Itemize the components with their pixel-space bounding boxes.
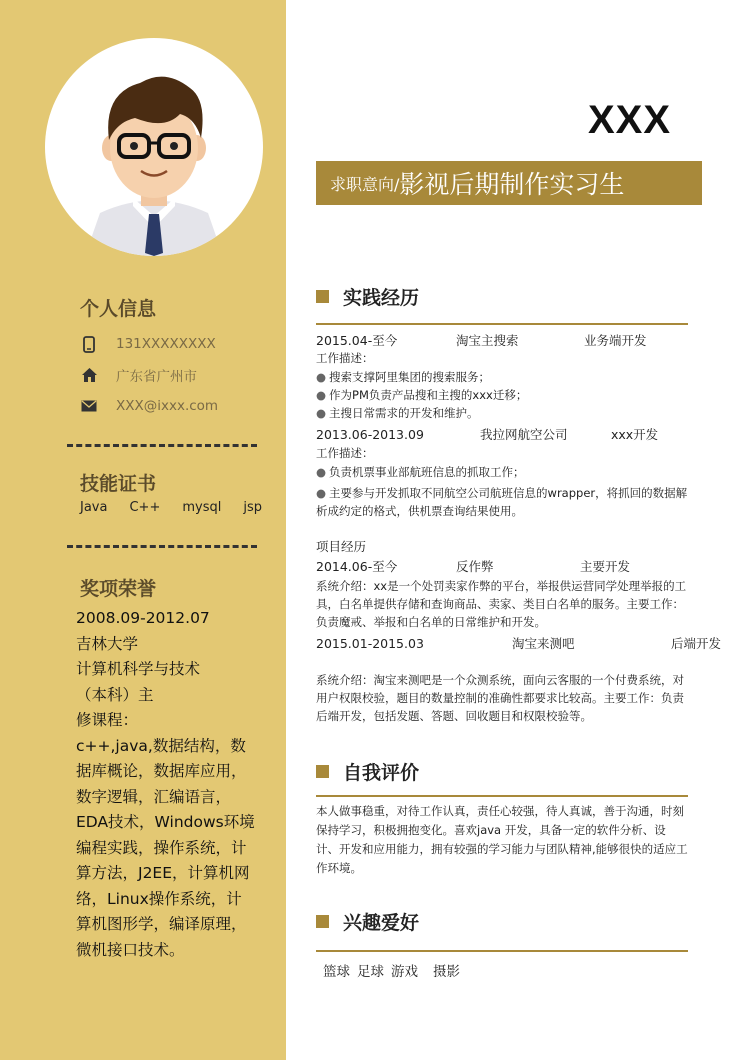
project-role: 主要开发 [579, 559, 630, 574]
person-avatar-icon [45, 38, 263, 256]
project-role: 后端开发 [670, 636, 721, 651]
section-rule [316, 323, 688, 325]
address-text: 广东省广州市 [116, 369, 197, 385]
phone-text: 131XXXXXXXX [116, 336, 216, 352]
project-name: 反作弊 [455, 559, 494, 574]
email-text: XXX@ixxx.com [116, 398, 219, 414]
awards-line: （本科）主 [76, 685, 154, 704]
section-marker-icon [316, 765, 329, 778]
personal-info-heading: 个人信息 [80, 298, 157, 320]
job-bullet: ● 负责机票事业部航班信息的抓取工作； [316, 464, 525, 481]
job-bullet: ● 主搜日常需求的开发和维护。 [316, 405, 479, 422]
job-desc-label: 工作描述： [316, 446, 374, 460]
job-date: 2013.06-2013.09 [316, 427, 424, 442]
section-marker-icon [316, 915, 329, 928]
awards-line: 吉林大学 [76, 634, 139, 653]
experience-heading [316, 282, 419, 310]
job-company: 淘宝主搜索 [455, 333, 519, 348]
hobbies-heading [316, 907, 419, 935]
awards-courses: c++,java,数据结构，数据库概论，数据库应用，数字逻辑，汇编语言，EDA技术，Windows环境编程实践，操作系统，计算方法，J2EE，计算机网络，Linux操作系统，计算机图形学，编译原理，微机接口技术。 [76, 736, 255, 959]
job-company: 我拉网航空公司 [479, 427, 568, 442]
project-name: 淘宝来测吧 [511, 636, 575, 651]
project-text: 系统介绍：淘宝来测吧是一个众测系统，面向云客服的一个付费系统，对用户权限校验，题目的数量控制的准确性都要求比较高。主要工作：负责后端开发，包括发题、答题、回收题目和权限校验等。 [316, 673, 684, 723]
project-row [316, 634, 721, 652]
address-row [80, 364, 197, 386]
section-marker-icon [316, 290, 329, 303]
skills-list [80, 500, 262, 515]
mail-icon [80, 397, 98, 415]
skill-item: C++ [129, 500, 161, 515]
self-eval-text: 本人做事稳重，对待工作认真，责任心较强，待人真诚，善于沟通，时刻保持学习，积极拥抱变化。喜欢java 开发，具备一定的软件分析、设计、开发和应用能力，拥有较强的学习能力与团队精神,能够很快的适应工作环境。 [316, 804, 688, 875]
hobby-item: 篮球 [323, 964, 350, 980]
job-role: 业务端开发 [583, 333, 647, 348]
section-rule [316, 950, 688, 952]
phone-row [80, 333, 216, 355]
skills-heading: 技能证书 [80, 473, 157, 495]
job-intention-bar [316, 161, 702, 205]
section-title: 兴趣爱好 [343, 911, 420, 934]
home-icon [80, 366, 98, 384]
awards-heading: 奖项荣誉 [80, 578, 157, 600]
awards-line: 2008.09-2012.07 [76, 609, 210, 627]
self-eval-heading [316, 757, 419, 785]
job-row [316, 331, 646, 349]
section-title: 实践经历 [343, 286, 420, 309]
hobbies-list [323, 960, 460, 980]
project-date: 2015.01-2015.03 [316, 636, 424, 651]
section-title: 自我评价 [343, 761, 420, 784]
job-bullet: ● 作为PM负责产品搜和主搜的xxx迁移； [316, 387, 527, 404]
divider [67, 444, 257, 447]
skill-item: mysql [182, 500, 222, 515]
project-text: 系统介绍：xx是一个处罚卖家作弊的平台，举报供运营同学处理举报的工具，白名单提供存储和查询商品、卖家、类目白名单的服务。主要工作：负责魔戒、举报和白名单的日常维护和开发。 [316, 579, 687, 629]
job-role: xxx开发 [610, 427, 659, 442]
hobby-item: 摄影 [433, 964, 460, 980]
job-intention-title: 影视后期制作实习生 [399, 170, 625, 199]
job-bullet: ● 主要参与开发抓取不同航空公司航班信息的wrapper，将抓回的数据解析成约定的格式，供机票查询结果使用。 [316, 484, 694, 520]
projects-heading: 项目经历 [316, 539, 367, 554]
hobby-item: 游戏 [391, 964, 418, 980]
skill-item: Java [80, 500, 108, 515]
hobby-item: 足球 [357, 964, 384, 980]
awards-line: 修课程： [76, 711, 139, 729]
avatar [45, 38, 263, 256]
job-intention-prefix: 求职意向/ [330, 174, 400, 194]
job-desc-label: 工作描述： [316, 351, 374, 365]
email-row [80, 395, 218, 417]
divider [67, 545, 257, 548]
awards-body [76, 606, 256, 963]
candidate-name: XXX [588, 98, 672, 142]
job-bullet: ● 搜索支撑阿里集团的搜索服务； [316, 369, 490, 386]
phone-icon [80, 335, 98, 353]
job-row [316, 425, 658, 443]
job-date: 2015.04-至今 [316, 333, 398, 348]
project-date: 2014.06-至今 [316, 559, 398, 574]
sidebar [0, 0, 286, 1060]
project-row [316, 557, 630, 575]
section-rule [316, 795, 688, 797]
awards-line: 计算机科学与技术 [76, 660, 201, 678]
skill-item: jsp [243, 500, 262, 515]
